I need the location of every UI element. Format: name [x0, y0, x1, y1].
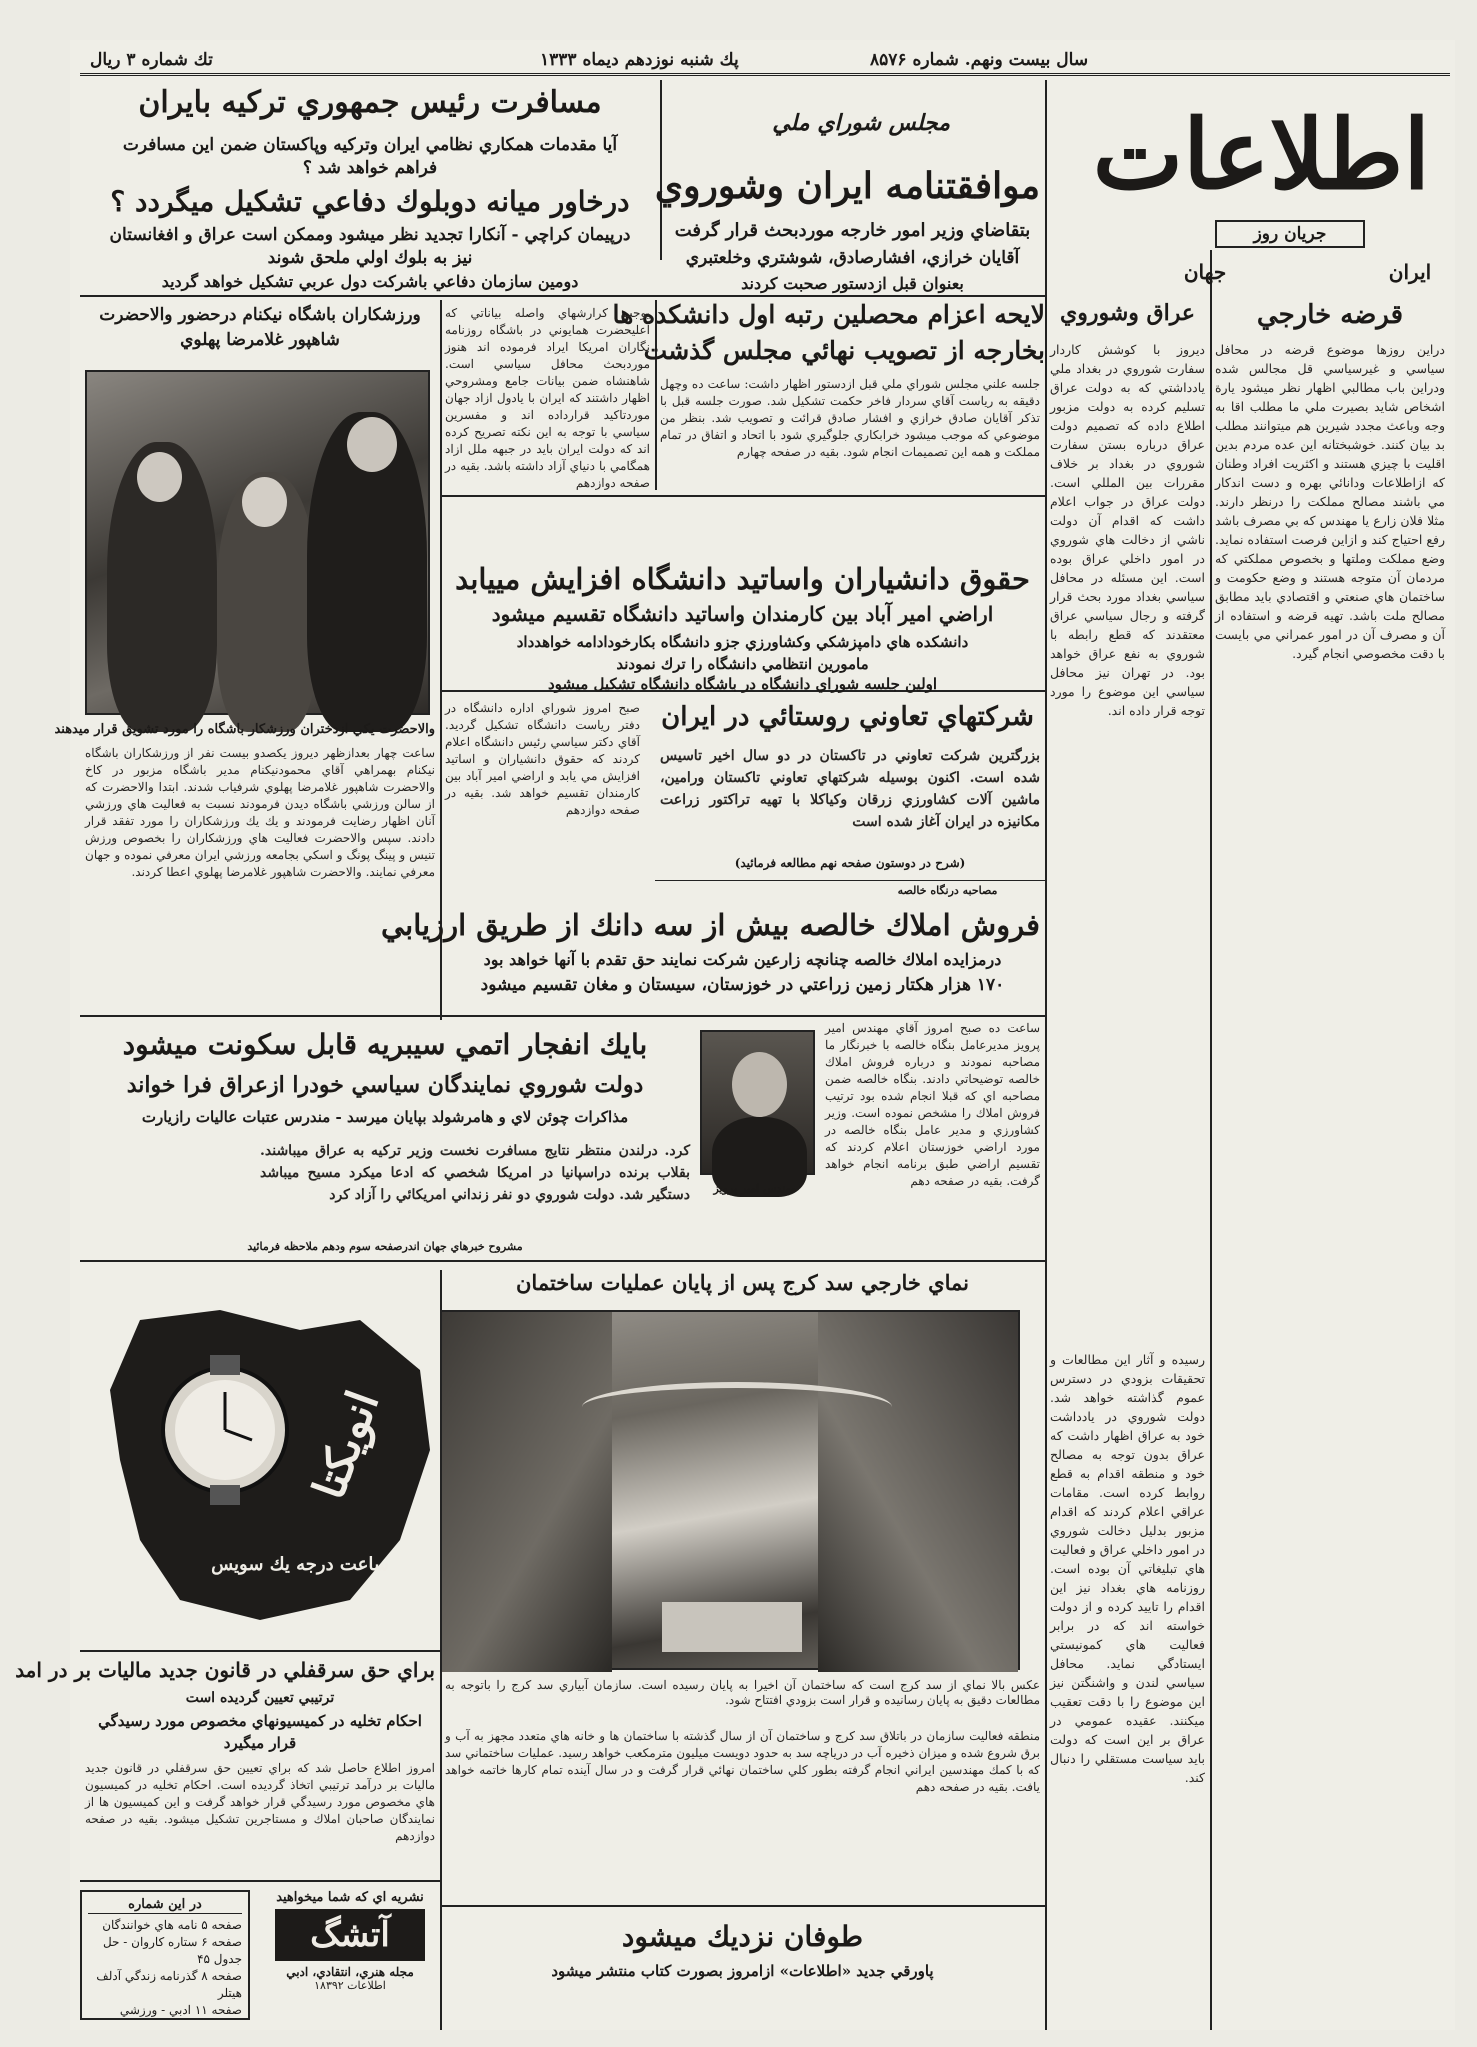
contents-box: [80, 1890, 250, 2020]
atomic-sub1: دولت شوروي نمايندگان سياسي خودرا ازعراق فرا خواند: [126, 1072, 644, 1098]
iraq-soviet-text: ديروز با كوشش كاردار سفارت شوروي در بغداد ملي يادداشتي كه به دولت عراق تسليم كرده به دولت مزبور اطلاع داده كه تصميم دولت عراق درباره بستن سفارت شوروي در بغداد بر خلاف مقررات بين المللي است. دولت عراق در جواب اعلام داشت كه اقدام آن دولت ناشي از دخالت هاي شوروي در امور داخلي عراق بوده است. اين مسئله در محافل سياسي بغداد مورد بحث قرار گرفته و رجال سياسي عراق معتقدند كه قطع رابطه با شوروي به نفع عراق خواهد بود. در تهران نيز محافل سياسي اين موضوع را مورد توجه قرار داده اند.: [1050, 342, 1205, 718]
section-rule: [80, 1880, 440, 1882]
sports-headline2: شاهپور غلامرضا پهلوي: [180, 330, 340, 350]
coop-article: [660, 745, 1040, 850]
toofan-sub: پاورقي جديد «اطلاعات» ازامروز بصورت كتاب منتشر ميشود: [551, 1962, 934, 1980]
majlis-sub5: بخارجه از تصويب نهائي مجلس گذشت: [643, 336, 1045, 365]
current-events-label: جريان روز: [1215, 220, 1365, 248]
majlis-sub1: بتقاضاي وزير امور خارجه موردبحث قرار گرفت: [674, 220, 1031, 241]
photo-face: [137, 452, 182, 502]
contents-item: جدول ۴۵: [197, 1952, 242, 1966]
majlis-text: جلسه علني مجلس شوراي ملي قبل ازدستور اظهار داشت: ساعت ده وچهل دقيقه به رياست آقاي سردار فاخر حكمت تشكيل شد. صورت جلسه قبل با تذكر آقايان صادق خرازي و افشار صادق قرائت و تصويب شد. بنظر من موضوعي كه موجب ميشود خرابكاري جلوگيري شود با اتحاد و اتفاق در تمام مملكت و همه اين تصميمات انجام شود. بقيه در صفحه چهارم: [660, 377, 1040, 459]
university-text: صبح امروز شوراي اداره دانشگاه در دفتر رياست دانشگاه تشكيل گرديد. آقاي دكتر سياسي رئيس دانشگاه اعلام كردند كه حقوق دانشياران و اساتيد افزايش مي يابد و اراضي امير آباد بين كارمندان تقسيم خواهد شد. بقيه در صفحه دوازدهم: [445, 701, 640, 817]
watch-strap: [210, 1485, 240, 1505]
toofan-headline: طوفان نزديك ميشود: [621, 1920, 864, 1953]
crown-land-text: ساعت ده صبح امروز آقاي مهندس امير پرويز مديرعامل بنگاه خالصه با خبرنگار ما مصاحبه نمودند و درباره فروش املاك خالصه توضيحاتي دادند. بنگاه خالصه ضمن مصاحبه اي كه قبلا انجام شده بود ترتيب فروش املاك را مشخص نموده است. وزير كشاورزي و مدير عامل بنگاه خالصه در مورد اراضي خوزستان اعلام كردند كه تقسيم اراضي طبق برنامه انجام خواهد گرفت. بقيه در صفحه دهم: [825, 1021, 1040, 1188]
turkey-sub4: نيز به بلوك اولي ملحق شوند: [267, 248, 473, 268]
tax-text: امروز اطلاع حاصل شد كه براي تعيين حق سرقفلي در قانون جديد ماليات بر درآمد ترتيبي اتخاذ گرديده است. احكام تخليه در كميسيون هاي مخصوص مورد رسيدگي قرار خواهد گرفت و اين كميسيون ها از نمايندگان صاحبان املاك و مستاجرين تشكيل ميشود. بقيه در صفحه دوازدهم: [85, 1761, 435, 1843]
price-label: تك شماره ۳ ريال: [90, 50, 213, 70]
foreign-loan-article: [1215, 340, 1445, 2020]
foreign-loan-text: دراين روزها موضوع قرضه در محافل سياسي و غيرسياسي قل مجالس شده ودراين باب مطالبي اظهار نظر ميشود يارة اشخاص شايد بصيرت ملي ما مطلب اقا به وجه وباعث مجدد شيرين هم ميتوانند مطلب بد بيان كنند. خوشبختانه اين عده مردم بدين اقليت با چيزي هستند و اكثريت افراد وطنان كه ازاطلاعات ودانائي بهره و دست اندكار مي باشند مصالح مملكت را درنظر دارند. مثلا فلان زارع يا مهندس كه بي مصرف باشد رفع احتياج كند و ازاين فرصت استفاده نمايد. وضع مملكت وملتها و بخصوص مملكتي كه مردمان آن متوجه هستند و وضع حكومت و ساختمان هاي صنعتي و اقتصادي بايد مطابق مصالح ملت باشد. تهيه قرضه و استفاده از آن و مصرف آن در امور عمراني مي بايست با دقت مخصوصي انجام گيرد.: [1215, 342, 1445, 661]
invicta-brand: انويكتا: [303, 1384, 390, 1506]
karaj-article: [445, 1728, 1040, 1898]
photo-face: [242, 477, 287, 527]
atomic-article: [260, 1140, 690, 1235]
university-sub2: دانشكده هاي دامپزشكي وكشاورزي جزو دانشگاه بكارخودادامه خواهدداد: [516, 633, 969, 651]
tax-sub2: احكام تخليه در كميسيونهاي مخصوص مورد رسيدگي: [98, 1712, 422, 1730]
university-sub1: اراضي امير آباد بين كارمندان واساتيد دانشگاه تقسيم ميشود: [491, 602, 994, 626]
iraq-soviet-headline: عراق وشوروي: [1060, 300, 1195, 326]
iraq-soviet-article: [1050, 340, 1205, 1340]
section-rule: [80, 1650, 440, 1652]
crown-land-kicker: مصاحبه درنگاه خالصه: [897, 884, 998, 897]
karaj-dam-photo: [440, 1310, 1020, 1670]
issue-label: سال بيست ونهم. شماره ۸۵۷۶: [870, 50, 1089, 70]
contents-item: صفحه ۱۱ ادبي - ورزشي: [119, 2003, 242, 2017]
sports-photo: [85, 370, 430, 715]
tax-sub3: قرار ميگيرد: [223, 1734, 297, 1752]
sports-article: [85, 745, 435, 1010]
majlis-kicker: مجلس شوراي ملي: [772, 110, 950, 136]
magazine-name: آتشگ: [275, 1909, 425, 1961]
magazine-ad-line2: مجله هنري، انتقادي، ادبي: [286, 1965, 414, 1979]
section-rule: [80, 1015, 1045, 1017]
turkey-sub5: دومين سازمان دفاعي باشركت دول عربي تشكيل خواهد گرديد: [161, 272, 579, 291]
karaj-text: منطقه فعاليت سازمان در باتلاق سد كرج و ساختمان آن از سال گذشته با ساختمان ها و خانه هاي متعدد مجهز به آب و برق شروع شده و ميزان ذخيره آب در درياچه سد به حدود دويست ميليون مترمكعب خواهد رسيد. عمليات ساختماني سد كه با كمك مهندسين ايراني انجام گرفته بطور كلي ساختمان نهائي قرار گرفت و در سال آينده تمام كارها خاتمه خواهد يافت. بقيه در صفحه دهم: [445, 1729, 1040, 1794]
atomic-footnote: مشروح خبرهاي جهان اندرصفحه سوم ودهم ملاحظه فرمائيد: [247, 1240, 523, 1253]
canyon-wall-left: [442, 1312, 612, 1672]
atomic-text: كرد. درلندن منتظر نتايج مسافرت نخست وزير تركيه به عراق ميباشند. بقلاب برنده دراسپانيا در امريكا شخصي كه ادعا ميكرد مسيح ميباشد دستگير شد. دولت شوروي دو نفر زنداني امريكائي را آزاد كرد: [260, 1143, 690, 1203]
iraq-soviet-continued: [1050, 1350, 1205, 2020]
sports-photo-caption: والاحضرت يكي ازدختران ورزشكار باشگاه را مورد تشويق قرار ميدهند: [54, 722, 435, 737]
tax-article: [85, 1760, 435, 1875]
invicta-tagline: ساعت درجه يك سويس: [211, 1554, 389, 1575]
contents-title: در اين شماره: [88, 1896, 242, 1914]
karaj-caption: [445, 1678, 1040, 1723]
university-article: [445, 700, 640, 905]
contents-item: صفحه ۵ نامه هاي خوانندگان: [102, 1918, 242, 1932]
majlis-article: [660, 376, 1040, 491]
engineer-caption: مهندس امير پرويز: [713, 1182, 797, 1195]
turkey-headline: مسافرت رئيس جمهوري تركيه بايران: [138, 85, 602, 120]
contents-item: هيتلر: [217, 1986, 242, 2000]
coop-note: (شرح در دوستون صفحه نهم مطالعه فرمائيد): [734, 856, 966, 870]
sports-text: ساعت چهار بعدازظهر ديروز يكصدو بيست نفر از ورزشكاران باشگاه نيكنام بهمراهي آقاي محمودنيكنام مدير باشگاه مزبور در كاخ والاحضرت شاهپور غلامرضا پهلوي شرفياب شدند. ابتدا والاحضرت كه از سالن ورزشي باشگاه ديدن فرمودند نسبت به فعاليت هاي ورزشي آنان اظهار رضايت فرمودند و يك يك ورزشكاران را مورد تفقد قرار دادند. سپس والاحضرت فعاليت هاي ورزشكاران را بخصوص ورزش تنيس و پينگ پونگ و اسكي بجامعه ورزشي ايران معرفي نموده و جهان معرفي نمايند. والاحضرت شاهپور غلامرضا پهلوي اعطا كردند.: [85, 746, 435, 879]
iraq-soviet-continued-text: رسيده و آثار اين مطالعات و تحقيقات بزودي در دسترس عموم گذاشته خواهد شد. دولت شوروي در يادداشت خود به عراق اظهار داشت كه عراق بدون توجه به مصالح خود و منطقه اقدام به قطع روابط كرده است. مقامات عراقي اعلام كردند كه اقدام مزبور بدليل دخالت شوروي در امور داخلي عراق و فعاليت هاي تبليغاتي آن بوده است. روزنامه هاي بغداد نيز اين اقدام را تاييد كرده و از دولت خواسته اند كه در برابر فعاليت هاي كمونيستي ايستادگي نمايد. محافل سياسي لندن و واشنگتن نيز اين موضوع را با دقت تعقيب ميكنند. عقيده عمومي در عراق بر اين است كه دولت بايد سياست مستقلي را دنبال كند.: [1050, 1352, 1205, 1785]
coop-text: بزرگترين شركت تعاوني در تاكستان در دو سال اخير تاسيس شده است. اكنون بوسيله شركتهاي تعاوني تاكستان ورامين، ماشين آلات كشاورزي زرقان وكياكلا با تهيه تراكتور زراعت مكانيزه در ايران آغاز شده است: [660, 748, 1040, 830]
power-station: [662, 1602, 802, 1652]
portrait-face: [732, 1052, 787, 1117]
turkey-headline2: درخاور ميانه دوبلوك دفاعي تشكيل ميگردد ؟: [110, 185, 630, 218]
watch-strap: [210, 1355, 240, 1375]
crown-land-article: [825, 1020, 1040, 1255]
majlis-headline: موافقتنامه ايران وشوروي: [654, 165, 1040, 207]
section-rule: [655, 880, 1045, 881]
contents-item: صفحه ۸ گذرنامه زندگي آدلف: [96, 1969, 242, 1983]
majlis-sub4: لايحه اعزام محصلين رتبه اول دانشكده ها: [612, 300, 1045, 329]
university-sub3: مامورين انتظامي دانشگاه را ترك نمودند: [616, 655, 869, 673]
section-rule: [440, 495, 1045, 497]
invicta-watch-ad: [100, 1300, 440, 1630]
crown-land-sub2: ۱۷۰ هزار هكتار زمين زراعتي در خوزستان، سيستان و مغان تقسيم ميشود: [480, 975, 1005, 995]
coop-headline: شركتهاي تعاوني روستائي در ايران: [661, 702, 1034, 732]
magazine-ad-line3: اطلاعات ۱۸۳۹۲: [314, 1979, 386, 1992]
tax-sub1: ترتيبي تعيين گرديده است: [185, 1690, 335, 1706]
canyon-wall-right: [818, 1312, 1018, 1672]
column-rule: [1210, 250, 1212, 2030]
world-label: جهان: [1183, 260, 1227, 284]
turkey-sub3: درپيمان كراچي - آنكارا تجديد نظر ميشود وممكن است عراق و افغانستان: [109, 225, 631, 245]
majlis-sub2: آقايان خرازي، افشارصادق، شوشتري وخلعتبري: [685, 248, 1020, 268]
magazine-ad-line1: نشريه اي كه شما ميخواهيد: [276, 1890, 424, 1905]
atomic-headline: بايك انفجار اتمي سيبريه قابل سكونت ميشود: [122, 1028, 648, 1061]
iran-label: ايران: [1388, 260, 1432, 284]
university-sub4: اولين جلسه شوراي دانشگاه در باشگاه دانشگاه تشكيل ميشود: [547, 675, 938, 693]
magazine-ad: [260, 1890, 440, 2025]
masthead-title: اطلاعات: [1092, 98, 1430, 211]
sports-headline: ورزشكاران باشگاه نيكنام درحضور والاحضرت: [99, 305, 421, 325]
section-rule: [80, 1260, 1045, 1262]
shah-speech-text: يوجب كرارشهاي واصله بياناتي كه اعليحضرت همايوني در باشگاه روزنامه نگاران امريكا ايراد فرموده اند هنوز موردبحث محافل سياسي است. شاهنشاه ضمن بيانات جامع ومشروحي اظهار داشتند كه ايران با يادول ازاد جهان موردتاكيد قرارداده اند و مفسرين سياسي با توجه به اين نكته تصريح كرده اند كه دولت ايران بايد در جبهه ملل ازاد همگامي با دنياي آزاد داشته باشد. بقيه در صفحه دوازدهم: [445, 306, 650, 490]
photo-face: [347, 417, 397, 472]
karaj-caption-text: عكس بالا نماي از سد كرج است كه ساختمان آن اخيرا به پايان رسيده است. سازمان آبياري سد كرج را باتوجه به مطالعات دقيق به پايان رسانيده و قرار است بزودي افتتاح شود.: [445, 1678, 1040, 1707]
crown-land-sub1: درمزايده املاك خالصه چنانچه زارعين شركت نمايند حق تقدم با آنها خواهد بود: [483, 950, 1002, 969]
atomic-sub2: مذاكرات چوئن لاي و هامرشولد بپايان ميرسد - مندرس عتبات عاليات رازيارت: [141, 1108, 629, 1126]
dam-crest: [582, 1382, 892, 1432]
shah-speech-article: [445, 305, 650, 490]
date-bar: [80, 46, 1450, 76]
majlis-sub3: بعنوان قبل ازدستور صحبت كردند: [741, 274, 964, 293]
section-rule: [440, 1905, 1045, 1907]
date-label: پك شنبه نوزدهم ديماه ۱۳۳۳: [540, 50, 739, 70]
engineer-portrait: [700, 1030, 815, 1175]
contents-item: صفحه ۶ ستاره كاروان - حل: [102, 1935, 242, 1949]
column-rule: [1045, 80, 1047, 2030]
crown-land-headline: فروش املاك خالصه بيش از سه دانك از طريق ارزيابي: [380, 908, 1040, 942]
karaj-headline: نماي خارجي سد كرج پس از پايان عمليات ساختمان: [516, 1270, 969, 1295]
turkey-sub1: آيا مقدمات همكاري نظامي ايران وتركيه وپاكستان ضمن اين مسافرت: [122, 135, 618, 155]
tax-headline: براي حق سرقفلي در قانون جديد ماليات بر در امد: [15, 1658, 435, 1682]
section-rule: [80, 295, 1045, 297]
turkey-sub2: فراهم خواهد شد ؟: [302, 158, 438, 178]
university-headline: حقوق دانشياران واساتيد دانشگاه افزايش مييابد: [455, 562, 1030, 596]
foreign-loan-headline: قرضه خارجي: [1256, 300, 1404, 330]
